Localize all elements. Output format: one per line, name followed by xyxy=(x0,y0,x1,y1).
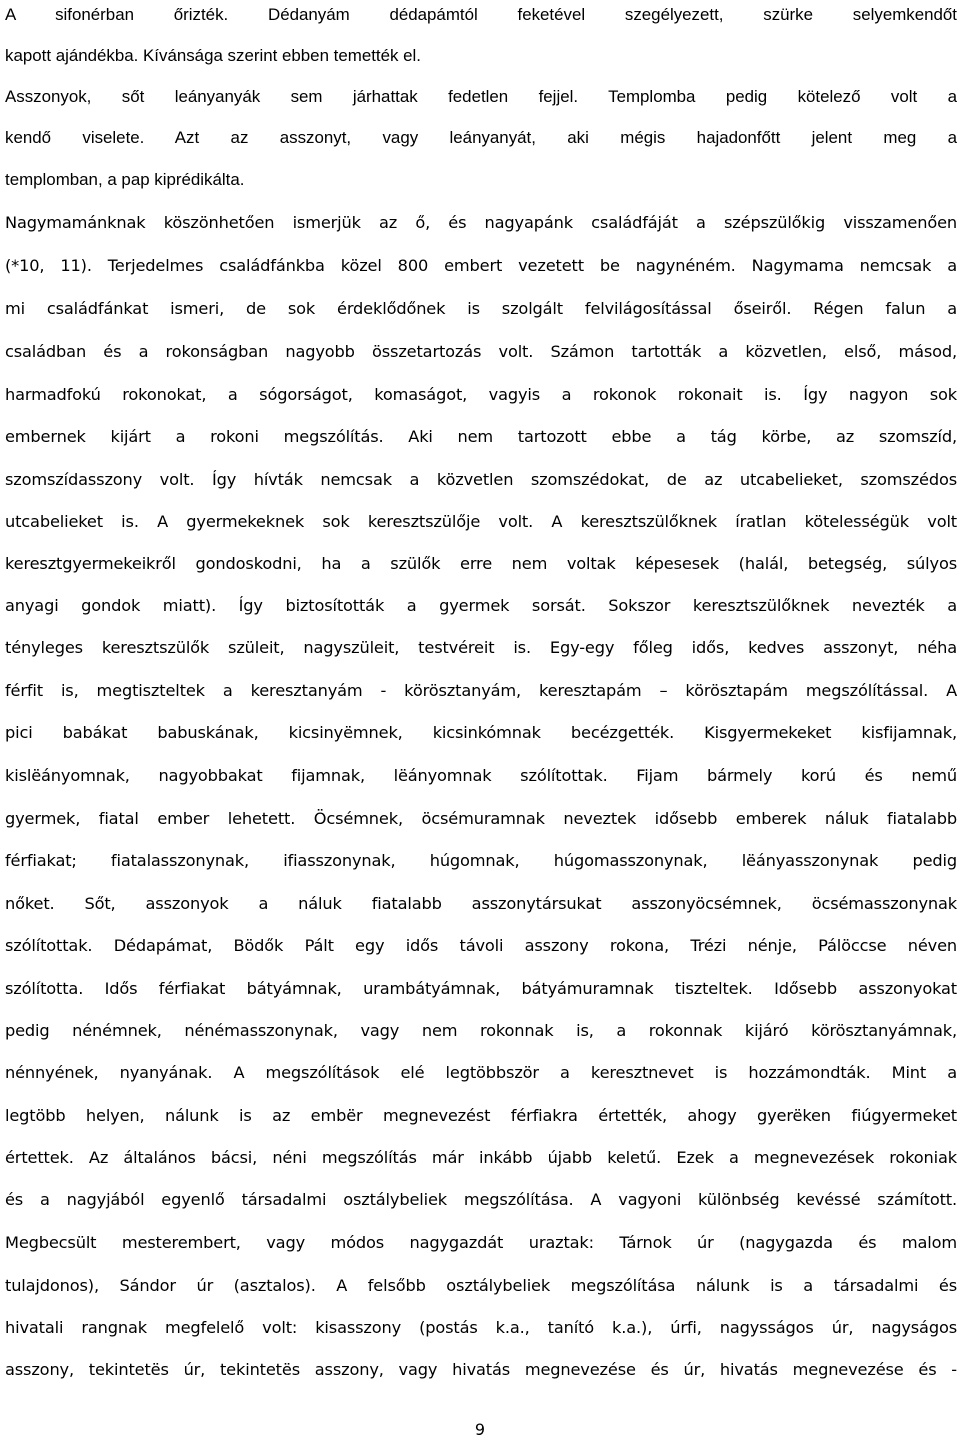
text-line: tényleges keresztszülők szüleit, nagyszüleit, testvéreit is. Egy-egy főleg idős, kedves asszonyt, néha xyxy=(5,638,957,657)
text-line: Nagymamánknak köszönhetően ismerjük az ő, és nagyapánk családfáját a szépszülőkig visszamenően xyxy=(5,213,957,232)
text-line: templomban, a pap kiprédikálta. xyxy=(5,170,245,189)
text-line: szomszídasszony volt. Így hívták nemcsak a közvetlen szomszédokat, de az utcabelieket, szomszédos xyxy=(5,470,957,489)
text-line: A sifonérban őrizték. Dédanyám dédapámtól feketével szegélyezett, szürke selyemkendőt xyxy=(5,5,957,24)
text-line: utcabelieket is. A gyermekeknek sok keresztszülője volt. A keresztszülőknek íratlan kötelességük volt xyxy=(5,512,957,531)
text-line: szólította. Idős férfiakat bátyámnak, urambátyámnak, bátyámuramnak tiszteltek. Idősebb asszonyokat xyxy=(5,979,957,998)
text-line: férfiakat; fiatalasszonynak, ifiasszonynak, húgomnak, húgomasszonynak, lëányasszonynak pedig xyxy=(5,851,957,870)
text-line: gyermek, fiatal ember lehetett. Öcsémnek, öcsémuramnak neveztek idősebb emberek náluk fiatalabb xyxy=(5,809,957,828)
text-line: anyagi gondok miatt). Így biztosították a gyermek sorsát. Sokszor keresztszülőknek nevezték a xyxy=(5,596,957,615)
text-line: nénnyének, nyanyának. A megszólítások elé legtöbbször a keresztnevet is hozzámondták. Mint a xyxy=(5,1063,957,1082)
page-number: 9 xyxy=(474,1420,486,1439)
text-line: legtöbb helyen, nálunk is az embër megnevezést férfiakra értették, ahogy gyerëken fiúgyermeket xyxy=(5,1106,957,1125)
text-line: keresztgyermekeikről gondoskodni, ha a szülők erre nem voltak képesesek (halál, betegség, súlyos xyxy=(5,554,957,573)
text-line: asszony, tekintetës úr, tekintetës asszony, vagy hivatás megnevezése és úr, hivatás megnevezése és - xyxy=(5,1360,957,1379)
text-line: kapott ajándékba. Kívánsága szerint ebben temették el. xyxy=(5,46,421,65)
text-line: családban és a rokonságban nagyobb összetartozás volt. Számon tartották a közvetlen, első, másod, xyxy=(5,342,957,361)
text-line: harmadfokú rokonokat, a sógorságot, komaságot, vagyis a rokonok rokonait is. Így nagyon sok xyxy=(5,385,957,404)
text-line: (*10, 11). Terjedelmes családfánkba közel 800 embert vezetett be nagynéném. Nagymama nemcsak a xyxy=(5,256,957,275)
text-line: kislëányomnak, nagyobbakat fijamnak, lëányomnak szólítottak. Fijam bármely korú és nemű xyxy=(5,766,957,785)
text-line: értettek. Az általános bácsi, néni megszólítás már inkább újabb keletű. Ezek a megnevezések rokoniak xyxy=(5,1148,957,1167)
text-line: mi családfánkat ismeri, de sok érdeklődőnek is szolgált felvilágosítással őseiről. Régen falun a xyxy=(5,299,957,318)
text-line: tulajdonos), Sándor úr (asztalos). A felsőbb osztálybeliek megszólítása nálunk is a társadalmi és xyxy=(5,1276,957,1295)
text-line: szólítottak. Dédapámat, Bödők Pált egy idős távoli asszony rokona, Trézi nénje, Pálöccse néven xyxy=(5,936,957,955)
text-line: pici babákat babuskának, kicsinyëmnek, kicsinkómnak becézgették. Kisgyermekeket kisfijamnak, xyxy=(5,723,957,742)
text-line: kendő viselete. Azt az asszonyt, vagy leányanyát, aki mégis hajadonfőtt jelent meg a xyxy=(5,128,957,147)
text-line: embernek kijárt a rokoni megszólítás. Aki nem tartozott ebbe a tág körbe, az szomszíd, xyxy=(5,427,957,446)
text-line: férfit is, megtiszteltek a keresztanyám - körösztanyám, keresztapám – körösztapám megszólítással. A xyxy=(5,681,957,700)
text-line: hivatali rangnak megfelelő volt: kisasszony (postás k.a., tanító k.a.), úrfi, nagysságos úr, nagyságos xyxy=(5,1318,957,1337)
text-line: és a nagyjából egyenlő társadalmi osztálybeliek megszólítása. A vagyoni különbség kevéssé számított. xyxy=(5,1190,957,1209)
text-line: Megbecsült mesterembert, vagy módos nagygazdát uraztak: Tárnok úr (nagygazda és malom xyxy=(5,1233,957,1252)
text-line: nőket. Sőt, asszonyok a náluk fiatalabb asszonytársukat asszonyöcsémnek, öcsémasszonynak xyxy=(5,894,957,913)
text-line: pedig nénémnek, nénémasszonynak, vagy nem rokonnak is, a rokonnak kijáró körösztanyámnak, xyxy=(5,1021,957,1040)
text-line: Asszonyok, sőt leányanyák sem járhattak fedetlen fejjel. Templomba pedig kötelező volt a xyxy=(5,87,957,106)
